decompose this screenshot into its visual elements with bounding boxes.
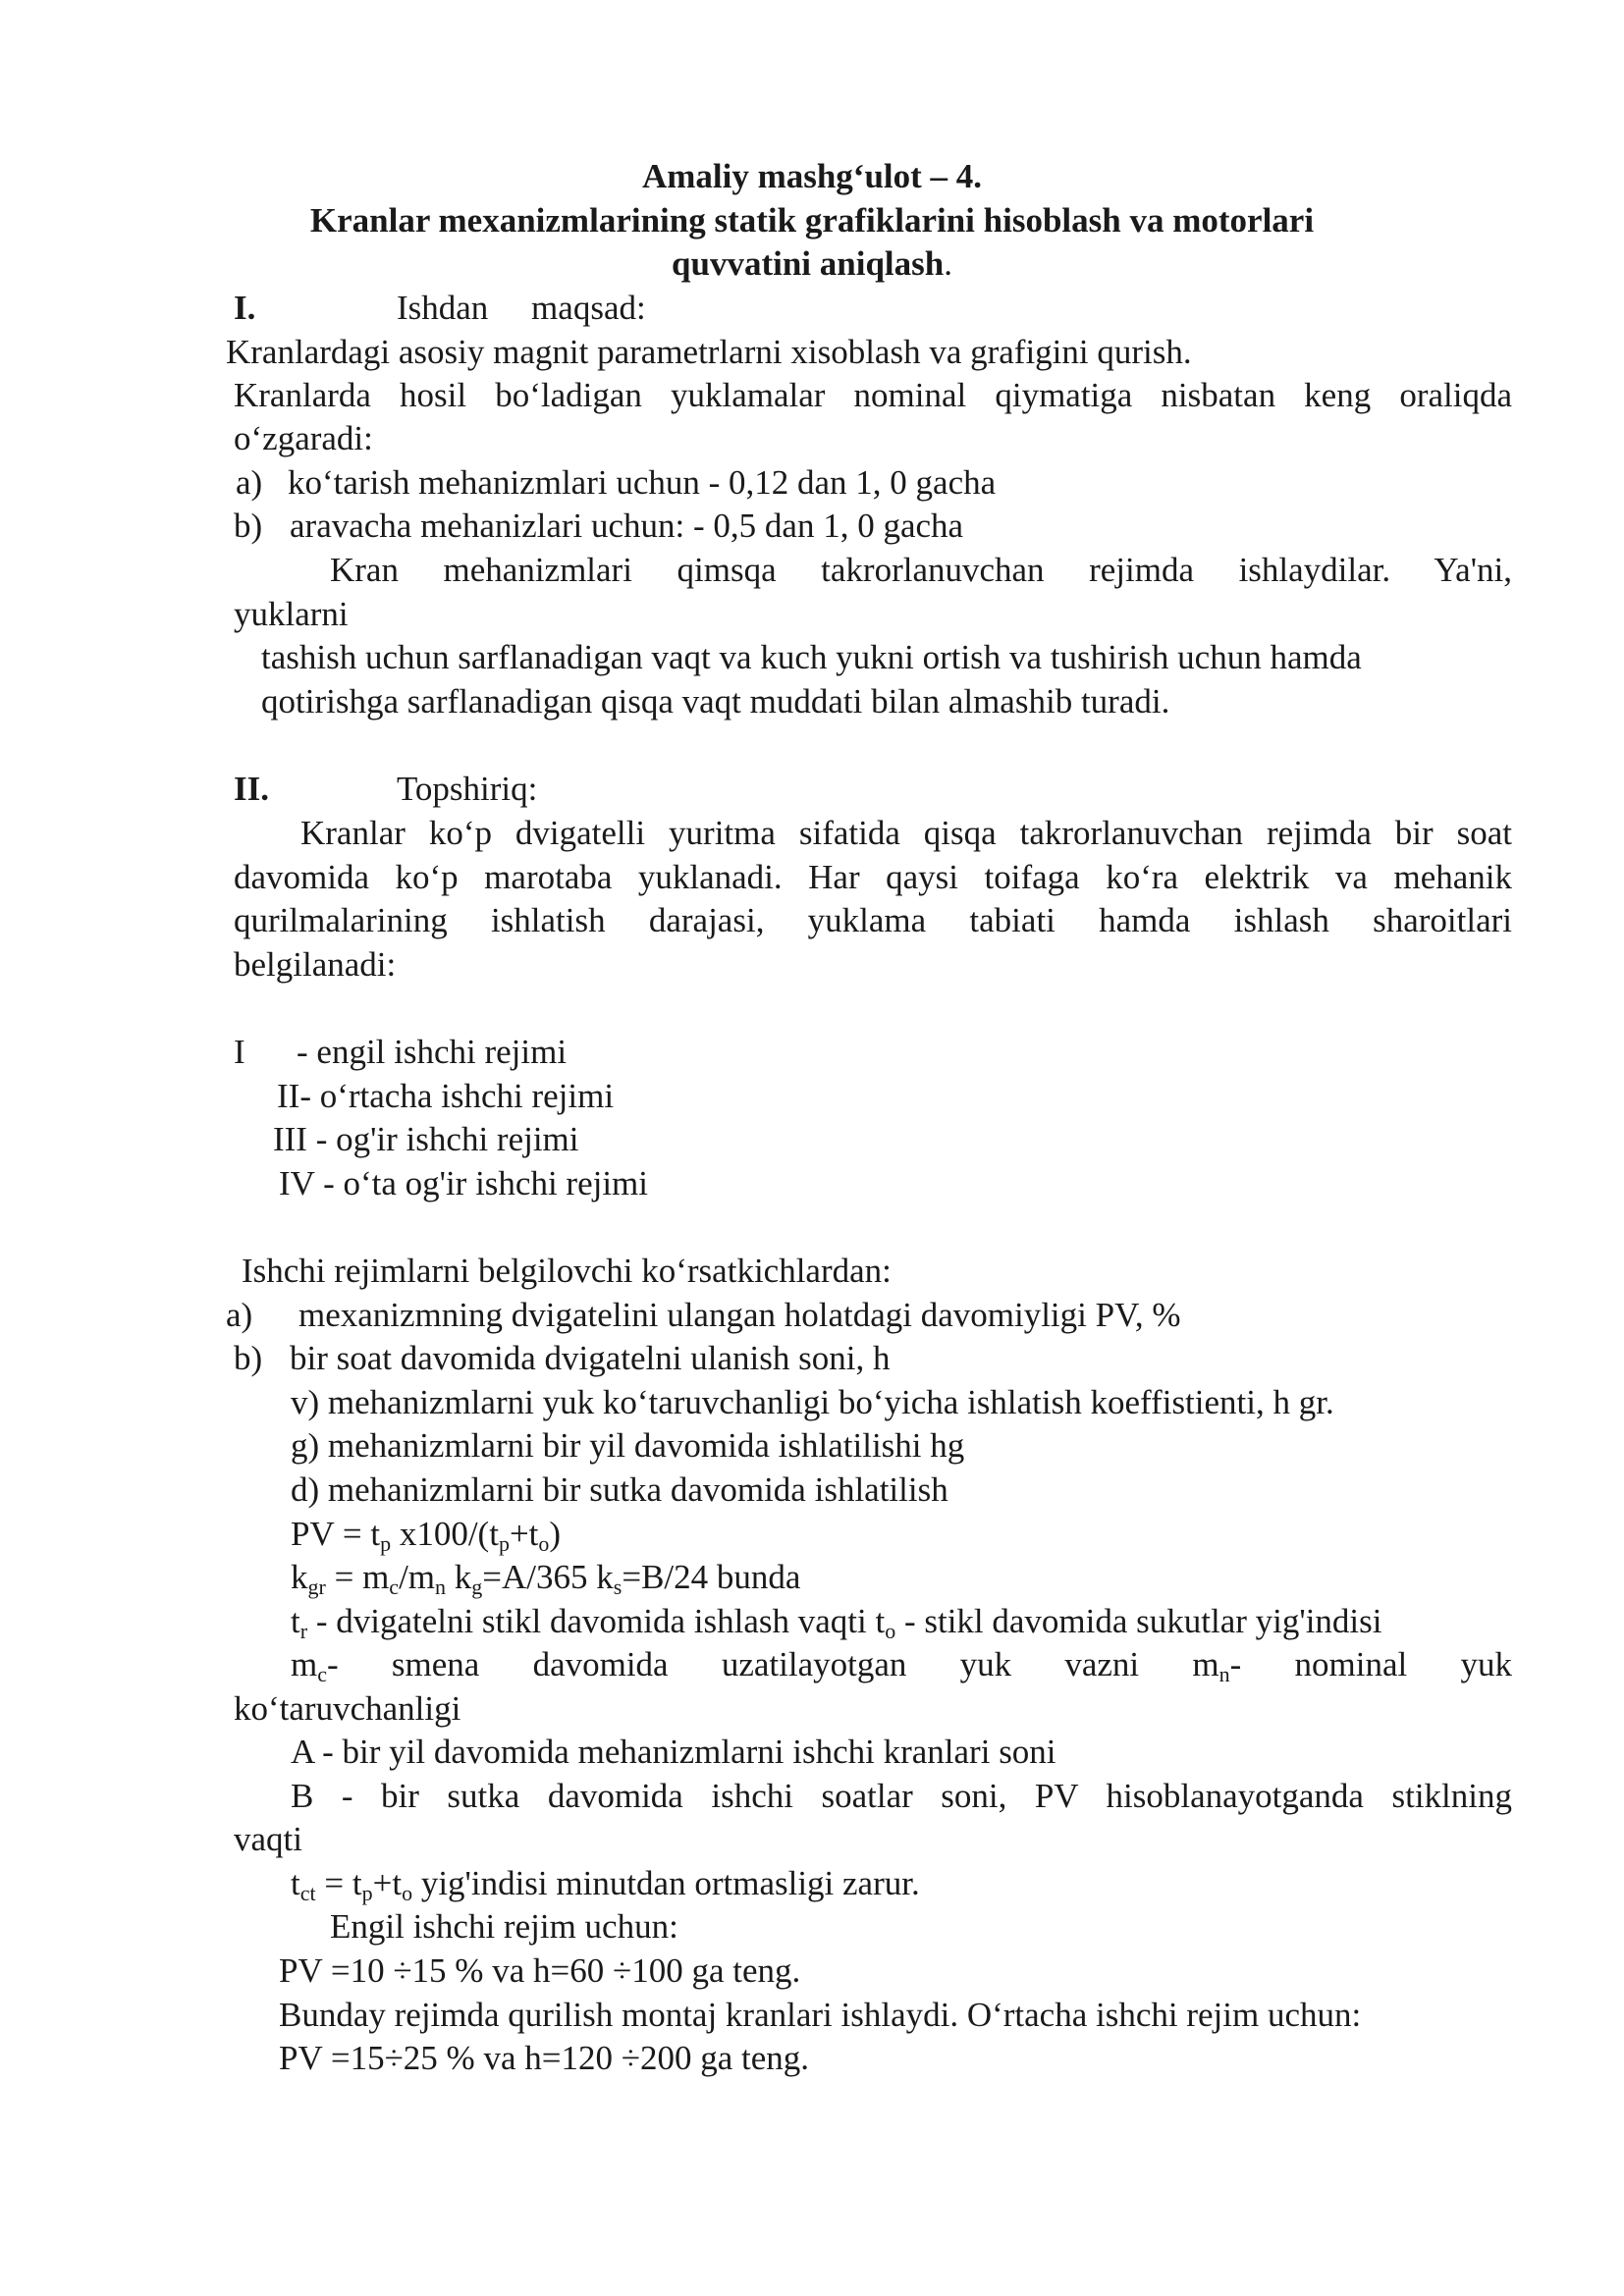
indicator-v: v) mehanizmlarni yuk ko‘taruvchanligi bo‘yicha ishlatish koeffistienti, h gr. xyxy=(291,1383,1334,1421)
section1-paragraph3-line1: Kran mehanizmlari qimsqa takrorlanuvchan rejimda ishlaydilar. Ya'ni, xyxy=(330,551,1512,589)
document-subtitle-line2: quvvatini aniqlash. xyxy=(672,244,952,283)
formula-pv: PV = $t_p$ $x100/(t_p+t_o)$ xyxy=(291,1515,562,1556)
section2-heading: Topshiriq: xyxy=(397,770,538,808)
indicators-intro: Ishchi rejimlarni belgilovchi ko‘rsatkichlardan: xyxy=(242,1252,892,1290)
section2-paragraph-line4: belgilanadi: xyxy=(234,945,397,984)
list-item: ko‘tarish mehanizmlari uchun - 0,12 dan 1, 0 gacha xyxy=(288,463,997,502)
formula-k: $k_{gr} = m_c/m_n$ $k_g=A/365$ $k_s=B/24$ bunda xyxy=(291,1558,801,1599)
list-item-marker: b) xyxy=(234,507,263,545)
mode-item: - engil ishchi rejimi xyxy=(297,1033,568,1071)
pv-range-ortacha: PV =15÷25 % va h=120 ÷200 ga teng. xyxy=(279,2039,809,2077)
formula-tct: $t_{ct} = t_p+t_o$ yig'indisi minutdan ortmasligi zarur. xyxy=(291,1864,920,1905)
section1-paragraph3-line3: tashish uchun sarflanadigan vaqt va kuch yukni ortish va tushirish uchun hamda xyxy=(261,638,1362,676)
list-item-marker: a) xyxy=(226,1296,253,1334)
indicator-d: d) mehanizmlarni bir sutka davomida ishlatilish xyxy=(291,1470,948,1509)
pv-range-engil: PV =10 ÷15 % va h=60 ÷100 ga teng. xyxy=(279,1951,801,1990)
formula-mc-definition: $m_c-$ smena davomida uzatilayotgan yuk vazni $m_n-$ nominal yuk xyxy=(291,1645,1512,1686)
list-item: bir soat davomida dvigatelni ulanish soni, h xyxy=(290,1339,891,1377)
list-item-marker: b) xyxy=(234,1339,263,1377)
document-title: Amaliy mashg‘ulot – 4. xyxy=(641,157,983,195)
list-item-marker: a) xyxy=(236,463,263,502)
definition-a: A - bir yil davomida mehanizmlarni ishchi kranlari soni xyxy=(291,1733,1056,1771)
engil-heading: Engil ishchi rejim uchun: xyxy=(330,1907,678,1946)
section1-heading: Ishdan maqsad: xyxy=(397,289,646,327)
mode-item: III - og'ir ishchi rejimi xyxy=(273,1120,579,1158)
definition-b: B - bir sutka davomida ishchi soatlar soni, PV hisoblanayotganda stiklning xyxy=(291,1777,1512,1815)
section2-paragraph-line3: qurilmalarining ishlatish darajasi, yuklama tabiati hamda ishlash sharoitlari xyxy=(234,901,1512,939)
section1-paragraph2-line1: Kranlarda hosil bo‘ladigan yuklamalar nominal qiymatiga nisbatan keng oraliqda xyxy=(234,376,1512,414)
section2-paragraph-line1: Kranlar ko‘p dvigatelli yuritma sifatida qisqa takrorlanuvchan rejimda bir soat xyxy=(300,814,1512,852)
definition-b-continuation: vaqti xyxy=(234,1820,302,1858)
formula-mc-continuation: ko‘taruvchanligi xyxy=(234,1689,461,1728)
montaj-note: Bunday rejimda qurilish montaj kranlari ishlaydi. O‘rtacha ishchi rejim uchun: xyxy=(279,1996,1362,2034)
section2-numeral: II. xyxy=(234,770,269,808)
section1-paragraph3-line4: qotirishga sarflanadigan qisqa vaqt muddati bilan almashib turadi. xyxy=(261,682,1170,721)
mode-numeral: I xyxy=(234,1033,245,1071)
section1-paragraph1: Kranlardagi asosiy magnit parametrlarni xisoblash va grafigini qurish. xyxy=(226,333,1192,371)
section1-paragraph3-line2: yuklarni xyxy=(234,595,349,633)
document-subtitle-line1: Kranlar mexanizmlarining statik grafiklarini hisoblash va motorlari xyxy=(309,201,1315,240)
list-item: aravacha mehanizlari uchun: - 0,5 dan 1, 0 gacha xyxy=(290,507,964,545)
list-item: mexanizmning dvigatelini ulangan holatdagi davomiyligi PV, % xyxy=(298,1296,1181,1334)
section1-paragraph2-line2: o‘zgaradi: xyxy=(234,419,373,457)
formula-tr-definition: $t_r$ - dvigatelni stikl davomida ishlash vaqti $t_o$ - stikl davomida sukutlar yig'indisi xyxy=(291,1602,1382,1643)
section1-numeral: I. xyxy=(234,289,256,327)
indicator-g: g) mehanizmlarni bir yil davomida ishlatilishi hg xyxy=(291,1426,965,1465)
mode-item: IV - o‘ta og'ir ishchi rejimi xyxy=(279,1164,649,1202)
mode-item: II- o‘rtacha ishchi rejimi xyxy=(277,1077,615,1115)
section2-paragraph-line2: davomida ko‘p marotaba yuklanadi. Har qaysi toifaga ko‘ra elektrik va mehanik xyxy=(234,858,1512,896)
